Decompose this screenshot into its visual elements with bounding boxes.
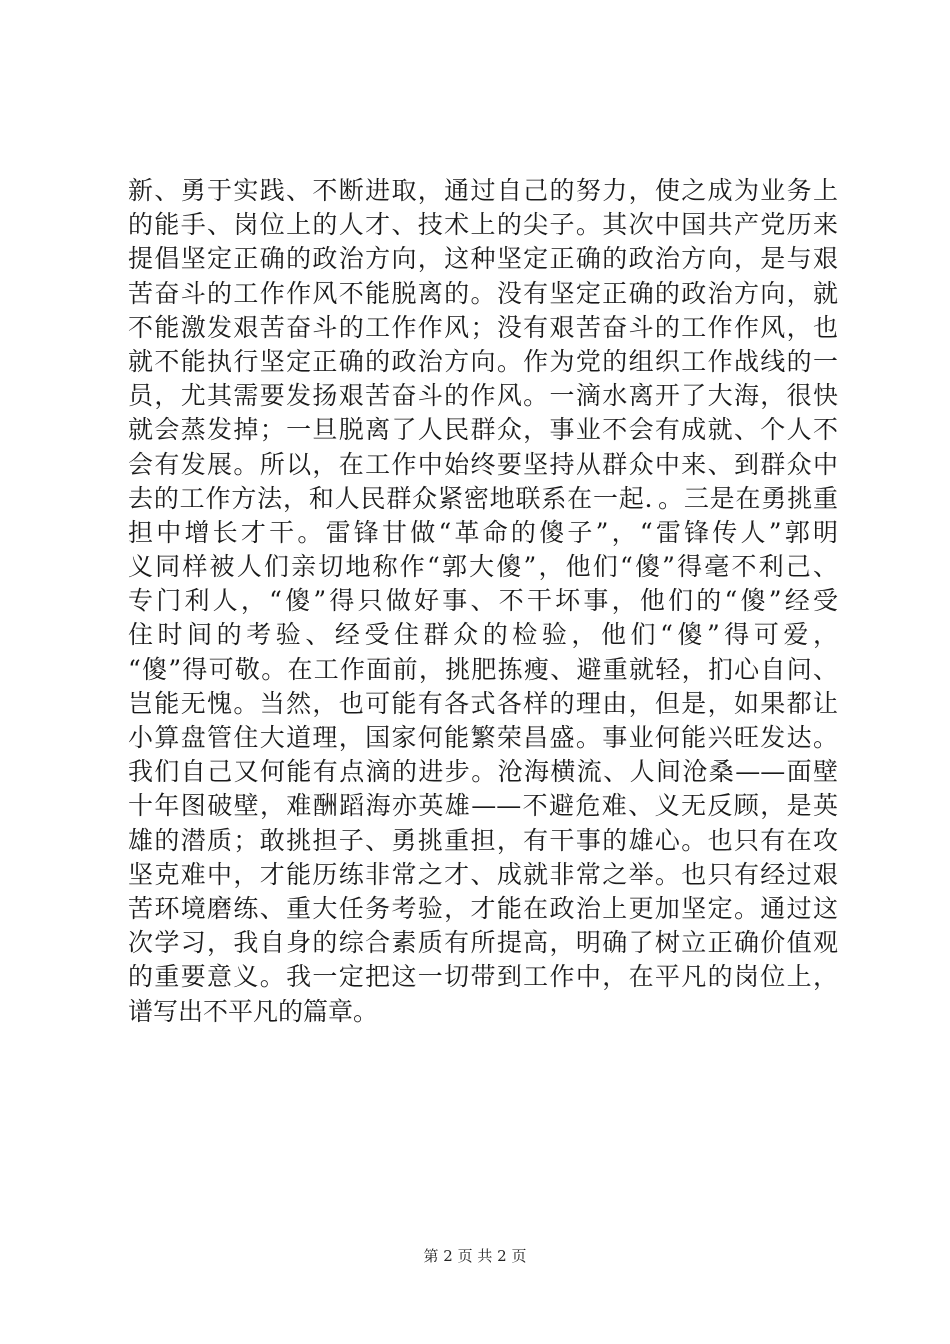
text-line: 坚克难中，才能历练非常之才、成就非常之举。也只有经过艰	[128, 859, 838, 889]
text-line: 的重要意义。我一定把这一切带到工作中，在平凡的岗位上，	[128, 962, 838, 992]
text-line: 义同样被人们亲切地称作“郭大傻”，他们“傻”得毫不利己、	[128, 552, 838, 582]
text-line: 担中增长才干。雷锋甘做“革命的傻子”，“雷锋传人”郭明	[128, 517, 838, 547]
text-line: 住时间的考验、经受住群众的检验，他们“傻”得可爱，	[128, 620, 838, 650]
text-line: 谱写出不平凡的篇章。	[128, 996, 379, 1026]
text-line: 去的工作方法，和人民群众紧密地联系在一起．。三是在勇挑重	[128, 483, 838, 513]
text-line: 提倡坚定正确的政治方向，这种坚定正确的政治方向，是与艰	[128, 244, 838, 274]
body-paragraph	[128, 174, 838, 1029]
text-line: 十年图破壁，难酬蹈海亦英雄——不避危难、义无反顾，是英	[128, 791, 838, 821]
text-line: “傻”得可敬。在工作面前，挑肥拣瘦、避重就轻，扪心自问、	[128, 654, 838, 684]
text-line: 专门利人，“傻”得只做好事、不干坏事，他们的“傻”经受	[128, 586, 838, 616]
text-line: 苦环境磨练、重大任务考验，才能在政治上更加坚定。通过这	[128, 893, 838, 923]
text-line: 会有发展。所以，在工作中始终要坚持从群众中来、到群众中	[128, 449, 838, 479]
text-line: 新、勇于实践、不断进取，通过自己的努力，使之成为业务上	[128, 176, 838, 205]
text-line: 次学习，我自身的综合素质有所提高，明确了树立正确价值观	[128, 928, 838, 958]
text-line: 雄的潜质；敢挑担子、勇挑重担，有干事的雄心。也只有在攻	[128, 825, 838, 855]
text-line: 就会蒸发掉；一旦脱离了人民群众，事业不会有成就、个人不	[128, 415, 838, 445]
text-line: 就不能执行坚定正确的政治方向。作为党的组织工作战线的一	[128, 346, 838, 376]
text-line: 我们自己又何能有点滴的进步。沧海横流、人间沧桑——面壁	[128, 757, 838, 787]
text-line: 不能激发艰苦奋斗的工作作风；没有艰苦奋斗的工作作风，也	[128, 312, 838, 342]
page-number-footer: 第 2 页 共 2 页	[423, 1247, 527, 1265]
text-line: 的能手、岗位上的人才、技术上的尖子。其次中国共产党历来	[128, 210, 838, 240]
text-line: 岂能无愧。当然，也可能有各式各样的理由，但是，如果都让	[128, 688, 838, 718]
text-line: 员，尤其需要发扬艰苦奋斗的作风。一滴水离开了大海，很快	[128, 381, 838, 411]
text-line: 苦奋斗的工作作风不能脱离的。没有坚定正确的政治方向，就	[128, 278, 838, 308]
text-line: 小算盘管住大道理，国家何能繁荣昌盛。事业何能兴旺发达。	[128, 723, 838, 752]
